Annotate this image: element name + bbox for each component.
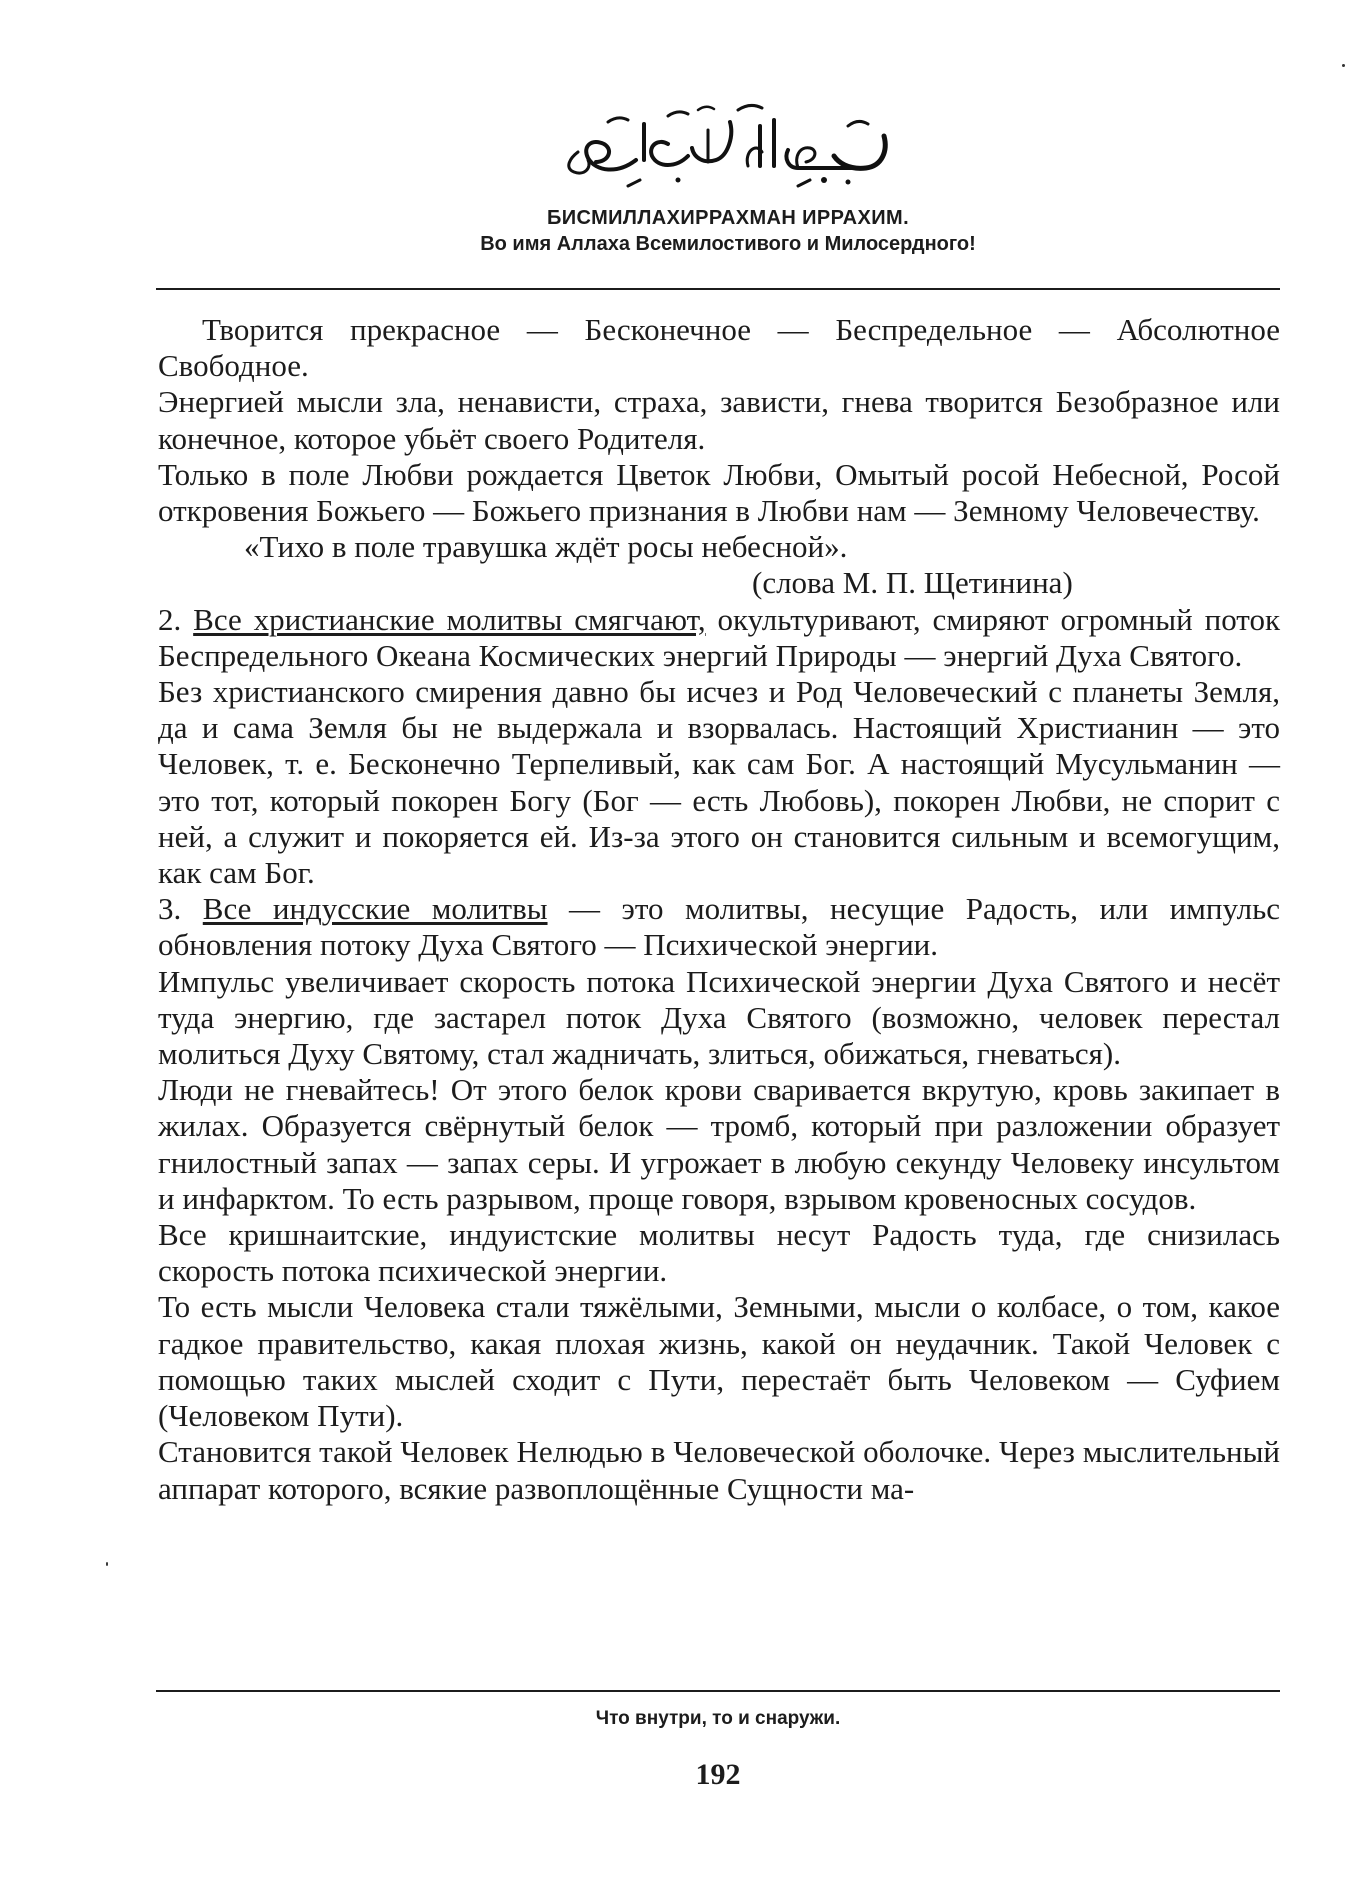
paragraph: Все кришнаитские, индуистские молитвы несут Радость туда, где снизилась скорость потока психической энергии. bbox=[158, 1217, 1280, 1289]
quote-line: «Тихо в поле травушка ждёт росы небесной». bbox=[244, 529, 848, 565]
footer-motto: Что внутри, то и снаружи. bbox=[595, 1708, 841, 1729]
basmala-calligraphy bbox=[548, 96, 908, 191]
paragraph: То есть мысли Человека стали тяжёлыми, Земными, мысли о колбасе, о том, какое гадкое правительство, какая плохая жизнь, какой он неудачник. Такой Человек с помощью таких мыслей сходит с Пути, перестаёт быть Человеком — Суфием (Человеком Пути). bbox=[158, 1289, 1280, 1434]
paragraph-text: окультуривают, смиряют огромный поток Беспредельного Океана Космических энергий Природы — энергий Духа Святого. bbox=[158, 601, 1281, 673]
paragraph: Люди не гневайтесь! От этого белок крови сваривается вкрутую, кровь закипает в жилах. Образуется свёрнутый белок — тромб, который при разложении образует гнилостный запах — запах серы. И угрожает в любую секунду Человеку инсультом и инфарктом. То есть разрывом, проще говоря, взрывом кровеносных сосудов. bbox=[158, 1072, 1280, 1216]
paragraph: Энергией мысли зла, ненависти, страха, зависти, гнева творится Безобразное или конечное, которое убьёт своего Родителя. bbox=[158, 384, 1280, 456]
quote-attribution: (слова М. П. Щетинина) bbox=[752, 565, 1073, 601]
footer-divider bbox=[156, 1690, 1280, 1692]
paragraph: Творится прекрасное — Бесконечное — Беспредельное — Абсолютное Свободное. bbox=[158, 312, 1280, 384]
underlined-phrase: Все индусские молитвы bbox=[202, 891, 548, 927]
paragraph-text: — это молитвы, несущие Радость, или импульс обновления потоку Духа Святого — Психической энергии. bbox=[158, 891, 1280, 963]
scan-speck bbox=[1342, 64, 1345, 67]
underlined-phrase: Все христианские молитвы смягчают, bbox=[193, 601, 706, 637]
page-number: 192 bbox=[695, 1758, 741, 1791]
paragraph: Без христианского смирения давно бы исчез и Род Человеческий с планеты Земля, да и сама Земля бы не выдержала и взорвалась. Настоящий Христианин — это Человек, т. е. Бесконечно Терпеливый, как сам Бог. А настоящий Мусульманин — это тот, который покорен Богу (Бог — есть Любовь), покорен Любви, не спорит с ней, а служит и покоряется ей. Из-за этого он становится сильным и всемогущим, как сам Бог. bbox=[158, 674, 1280, 891]
item-number: 2. bbox=[158, 601, 182, 637]
numbered-paragraph bbox=[158, 602, 1280, 674]
numbered-paragraph bbox=[158, 891, 1280, 963]
page-header bbox=[168, 96, 1288, 257]
scan-speck bbox=[106, 1562, 108, 1566]
paragraph: Только в поле Любви рождается Цветок Любви, Омытый росой Небесной, Росой откровения Божьего — Божьего признания в Любви нам — Земному Человечеству. bbox=[158, 456, 1280, 529]
header-transliteration: БИСМИЛЛАХИРРАХМАН ИРРАХИМ. bbox=[546, 207, 910, 229]
paragraph: Импульс увеличивает скорость потока Психической энергии Духа Святого и несёт туда энергию, где застарел поток Духа Святого (возможно, человек перестал молиться Духу Святому, стал жадничать, злиться, обижаться, гневаться). bbox=[158, 963, 1280, 1072]
body-text bbox=[158, 312, 1280, 1507]
header-translation: Во имя Аллаха Всемилостивого и Милосердного! bbox=[480, 233, 976, 255]
header-divider bbox=[156, 288, 1280, 290]
paragraph: Становится такой Человек Нелюдью в Человеческой оболочке. Через мыслительный аппарат которого, всякие развоплощённые Сущности ма- bbox=[158, 1434, 1280, 1506]
item-number: 3. bbox=[158, 891, 182, 927]
